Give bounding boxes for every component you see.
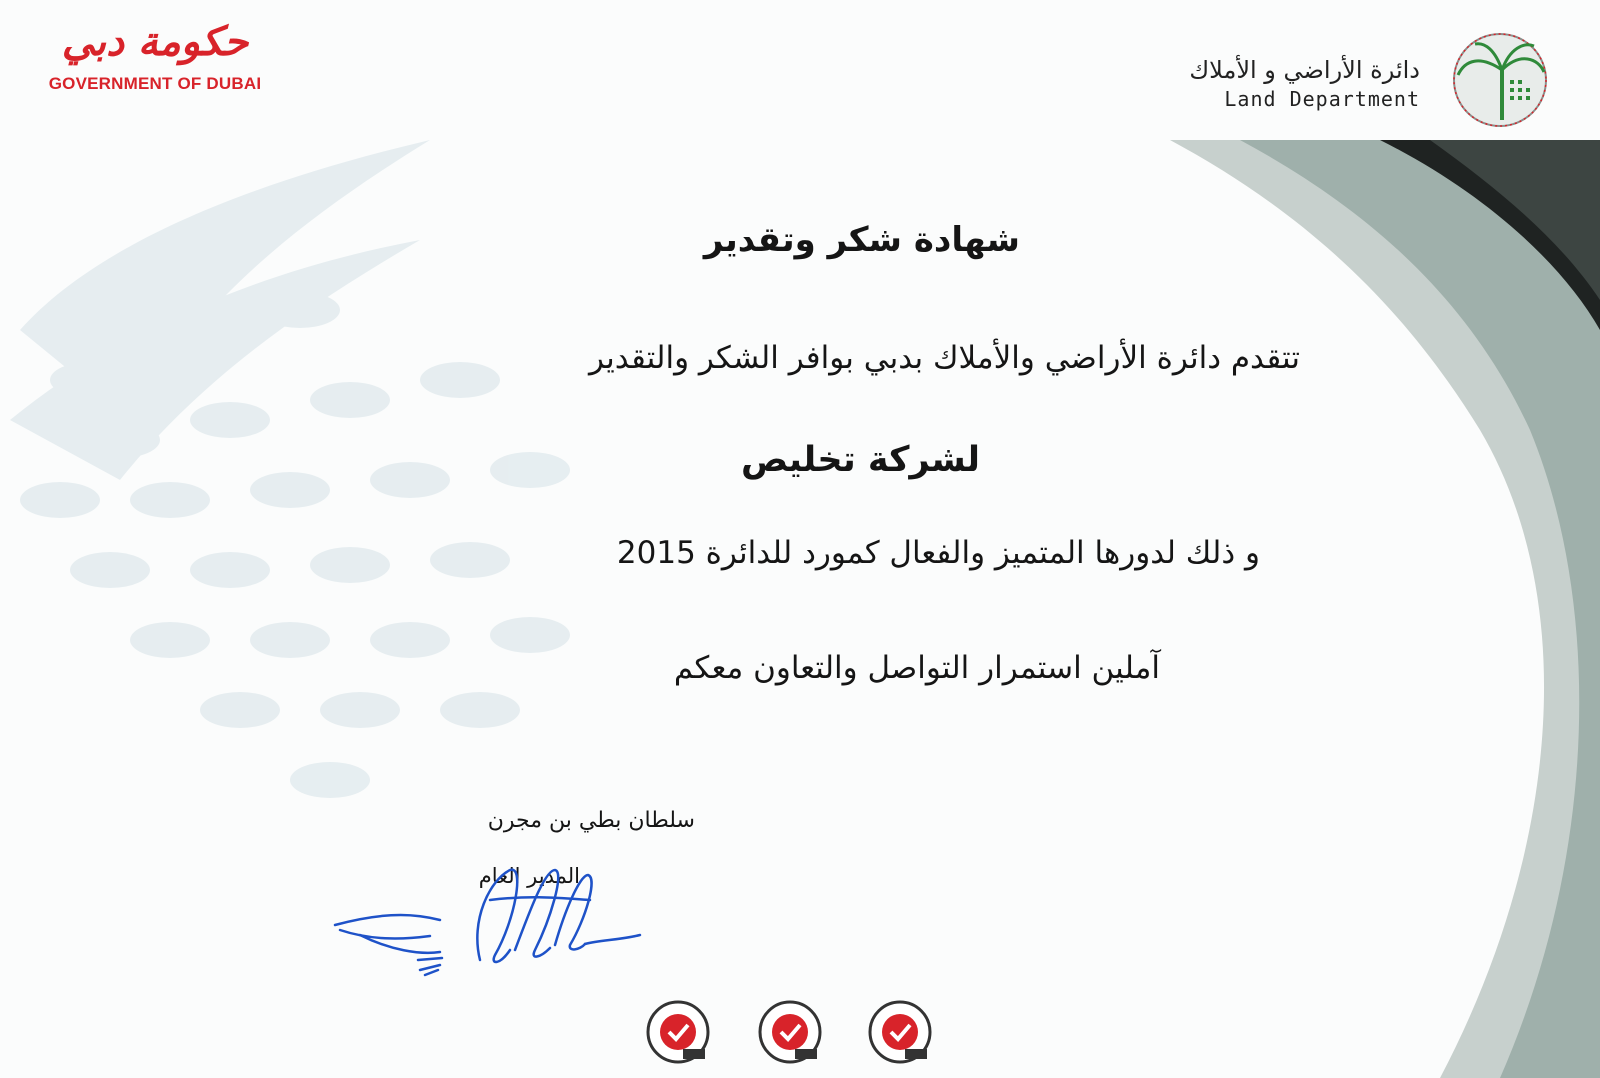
company-name: لشركة تخليص <box>741 440 980 480</box>
land-department-english: Land Department <box>1224 87 1420 111</box>
certificate-closing: آملين استمرار التواصل والتعاون معكم <box>673 650 1160 686</box>
sgs-certification-badge-icon <box>757 999 823 1065</box>
signatory-title: المدير العام <box>478 864 580 888</box>
land-department-arabic: دائرة الأراضي و الأملاك <box>1189 56 1420 84</box>
handwritten-signature <box>330 840 650 990</box>
government-logo-english: GOVERNMENT OF DUBAI <box>48 74 262 93</box>
signatory-name: سلطان بطي بن مجرن <box>487 808 695 833</box>
palm-tree-emblem-icon <box>1440 30 1560 130</box>
certificate-intro: تتقدم دائرة الأراضي والأملاك بدبي بوافر الشكر والتقدير <box>588 340 1300 376</box>
certification-badges <box>645 995 945 1075</box>
land-department-logo <box>1130 30 1560 130</box>
sgs-certification-badge-icon <box>645 999 711 1065</box>
sgs-certification-badge-icon <box>867 999 933 1065</box>
land-department-text <box>1189 55 1420 113</box>
government-logo-arabic: حكومة دبي <box>61 18 249 65</box>
government-of-dubai-logo <box>30 12 280 112</box>
certificate-title: شهادة شكر وتقدير <box>703 220 1020 260</box>
certificate-reason: و ذلك لدورها المتميز والفعال كمورد للدائرة 2015 <box>616 535 1260 571</box>
